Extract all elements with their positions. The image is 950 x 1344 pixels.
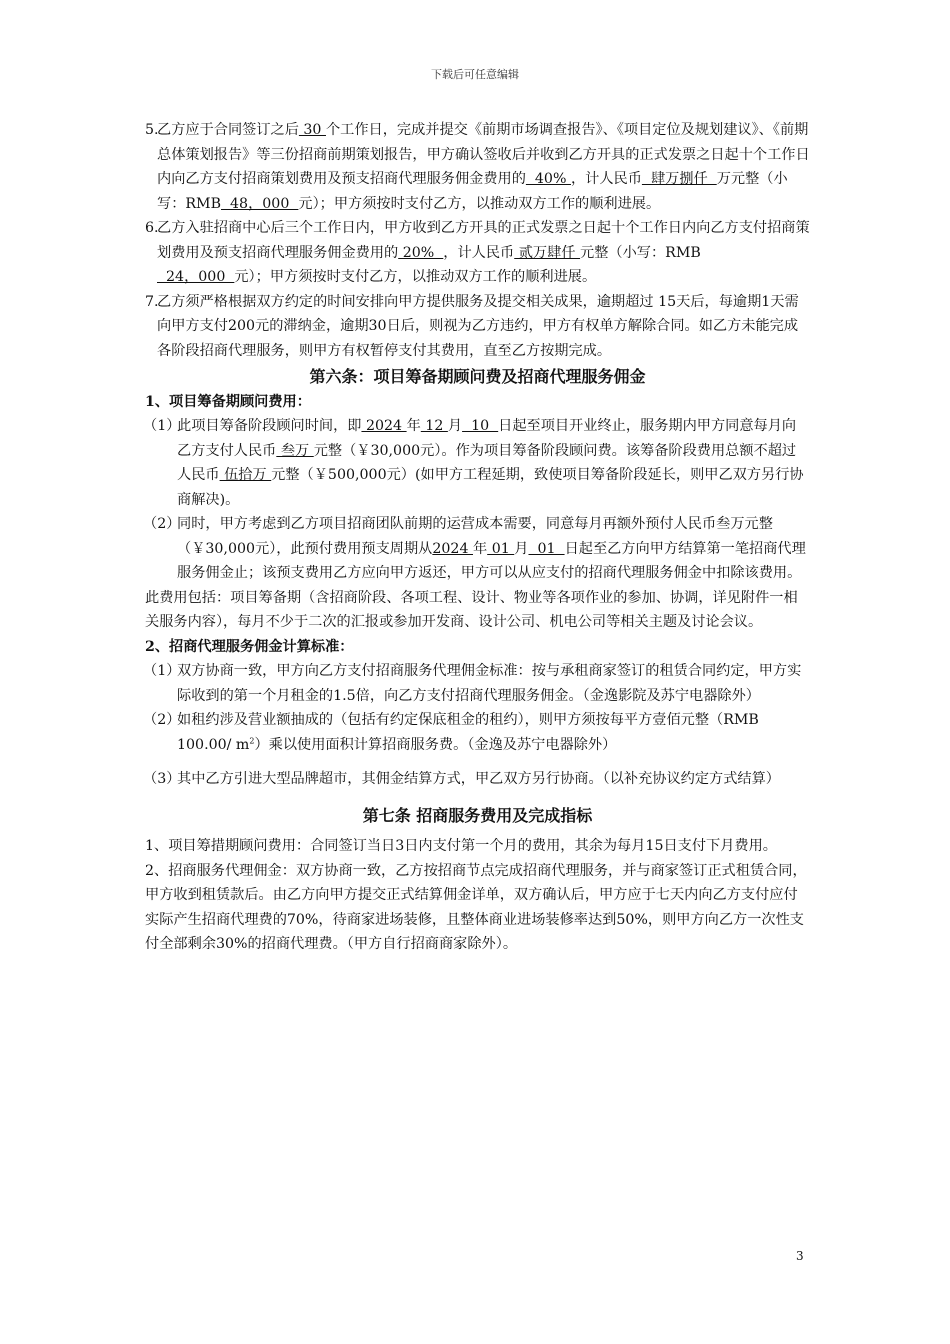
sub-item-number: （2） xyxy=(143,712,181,728)
filled-blank: 24，000 xyxy=(157,269,235,285)
clause-text xyxy=(157,122,810,212)
text-run: 个工作日，完成并提交《前期市场调查报告》、《项目定位及规划建议》、《前期总体策划报告》等三份招商前期策划报告，甲方确认签收后并收到乙方开具的正式发票之日起十个工作日内向乙方支付招商策划费用及预支招商代理服务佣金费用的 xyxy=(157,122,810,187)
text-run: 年 xyxy=(406,418,421,434)
filled-blank: 01 xyxy=(487,540,515,557)
text-run: 乙方入驻招商中心后三个工作日内，甲方收到乙方开具的正式发票之日起十个工作日内向乙方支付招商策划费用及预支招商代理服务佣金费用的 xyxy=(157,220,810,261)
filled-blank: 12 xyxy=(420,418,448,434)
clause-number: 5. xyxy=(145,122,159,138)
article-7-paragraph: 1、项目筹措期顾问费用：合同签订当日3日内支付第一个月的费用，其余为每月15日支付下月费用。 xyxy=(145,838,777,854)
filled-blank: 伍拾万 xyxy=(219,467,272,483)
text-run: 双方协商一致，甲方向乙方支付招商服务代理佣金标准：按与承租商家签订的租赁合同约定，甲方实际收到的第一个月租金的1.5倍，向乙方支付招商代理服务佣金。（金逸影院及苏宁电器除外） xyxy=(177,663,802,704)
filled-blank: 48，000 xyxy=(221,195,299,212)
text-run: 其中乙方引进大型品牌超市，其佣金结算方式，甲乙双方另行协商。（以补充协议约定方式结算） xyxy=(177,771,780,787)
document-body xyxy=(145,118,810,957)
sub-item-number: （2） xyxy=(143,516,181,532)
filled-blank: 贰万肆仟 xyxy=(514,244,581,261)
clause-text xyxy=(157,220,810,285)
sub-item-text xyxy=(157,512,810,586)
article-7-title: 第七条 招商服务费用及完成指标 xyxy=(362,805,593,825)
filled-blank: 肆万捌仟 xyxy=(641,171,717,187)
sub-item-number: （1） xyxy=(143,663,181,679)
filled-blank: 30 xyxy=(298,122,326,138)
text-run: 月 xyxy=(514,540,529,557)
sub-item-number: （1） xyxy=(143,418,181,434)
article-7-paragraph: 2、招商服务代理佣金：双方协商一致，乙方按招商节点完成招商代理服务，并与商家签订正式租赁合同，甲方收到租赁款后。由乙方向甲方提交正式结算佣金详单，双方确认后，甲方应于七天内向乙方支付应付实际产生招商代理费的70%，待商家进场装修，且整体商业进场装修率达到50%，则甲方向乙方一次性支付全部剩余30%的招商代理费。（甲方自行招商商家除外）。 xyxy=(145,862,807,952)
fee-note: 此费用包括：项目筹备期（含招商阶段、各项工程、设计、物业等各项作业的参加、协调，详见附件一相关服务内容），每月不少于二次的汇报或参加开发商、设计公司、机电公司等相关主题及讨论会议。 xyxy=(145,589,798,630)
text-run: ，计人民币 xyxy=(570,171,642,187)
filled-blank: 40% xyxy=(525,171,571,187)
filled-blank: 叁万 xyxy=(276,442,314,459)
clause-number: 6. xyxy=(145,220,159,236)
sub-item-text xyxy=(157,708,810,757)
text-run: 乙方须严格根据双方约定的时间安排向甲方提供服务及提交相关成果，逾期超过 15天后，每逾期1天需向甲方支付200元的滞纳金，逾期30日后，则视为乙方违约，甲方有权单方解除合同。如乙方未能完成各阶段招商代理服务，则甲方有权暂停支付其费用，直至乙方按期完成。 xyxy=(157,293,799,359)
clause-text xyxy=(157,294,799,359)
sub-item xyxy=(145,708,810,757)
text-run: 元）；甲方须按时支付乙方，以推动双方工作的顺利进展。 xyxy=(298,195,661,212)
sub-item xyxy=(145,659,810,708)
page-number: 3 xyxy=(796,1249,804,1263)
text-run: 同时，甲方考虑到乙方项目招商团队前期的运营成本需要，同意每月再额外预付人民币叁万元整（￥30,000元），此预付费用预支周期从 xyxy=(177,516,773,557)
article-6-title: 第六条：项目筹备期顾问费及招商代理服务佣金 xyxy=(309,367,646,386)
text-run: 元整（￥500,000元）(如甲方工程延期，致使项目筹备阶段延长，则甲乙双方另行协商解决)。 xyxy=(177,467,804,508)
text-run: 万元整（小写：RMB xyxy=(157,171,788,212)
text-run: 月 xyxy=(447,418,463,434)
text-run: 日起至项目开业终止，服务期内甲方同意每月向乙方支付人民币 xyxy=(177,418,797,459)
sub-item xyxy=(145,512,810,586)
page-header: 下载后可任意编辑 xyxy=(431,68,519,81)
clause-item xyxy=(145,118,810,216)
sub-item-text xyxy=(157,414,810,512)
clause-number: 7. xyxy=(145,293,159,310)
text-run: ，计人民币 xyxy=(443,244,515,261)
sub-item-number: （3） xyxy=(143,771,181,787)
filled-blank: 01 xyxy=(528,540,565,557)
sub-item-text xyxy=(157,659,810,708)
text-run: ）乘以使用面积计算招商服务费。（金逸及苏宁电器除外） xyxy=(254,736,617,753)
filled-blank: 2024 xyxy=(432,540,473,557)
text-run: 乙方应于合同签订之后 xyxy=(157,122,299,138)
text-run: 元）；甲方须按时支付乙方，以推动双方工作的顺利进展。 xyxy=(234,269,597,285)
clause-list xyxy=(145,118,810,363)
text-run: 如租约涉及营业额抽成的（包括有约定保底租金的租约），则甲方须按每平方壹佰元整（RMB 100.00/ m xyxy=(177,712,759,753)
text-run: 日起至乙方向甲方结算第一笔招商代理服务佣金止；该预支费用乙方应向甲方返还，甲方可以从应支付的招商代理服务佣金中扣除该费用。 xyxy=(177,540,806,581)
sub-item xyxy=(145,414,810,512)
filled-blank: 20% xyxy=(398,244,444,261)
text-run: 2 xyxy=(249,735,255,745)
clause-item xyxy=(145,290,810,364)
sub-item xyxy=(145,767,810,792)
section-title: 2、招商代理服务佣金计算标准： xyxy=(145,638,354,655)
section-title: 1、项目筹备期顾问费用： xyxy=(145,393,311,410)
filled-blank: 10 xyxy=(462,418,499,434)
text-run: 元整（￥30,000元）。作为项目筹备阶段顾问费。该筹备阶段费用总额不超过人民币 xyxy=(177,442,797,483)
sub-item-text xyxy=(157,767,810,792)
text-run: 年 xyxy=(472,540,488,557)
text-run: 元整（小写：RMB xyxy=(580,244,701,261)
clause-item xyxy=(145,216,810,290)
text-run: 此项目筹备阶段顾问时间，即 xyxy=(177,418,362,434)
filled-blank: 2024 xyxy=(361,418,407,434)
